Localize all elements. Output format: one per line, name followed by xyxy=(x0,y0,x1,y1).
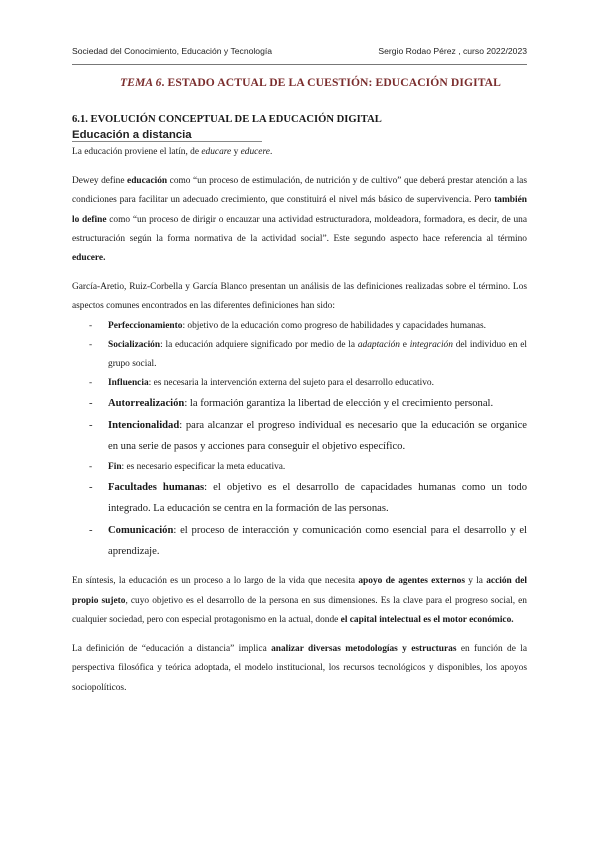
bold-text: apoyo de agentes externos xyxy=(358,576,465,587)
title-tema: TEMA 6 xyxy=(120,76,162,89)
paragraph-etymology xyxy=(72,143,527,162)
spacer xyxy=(72,630,527,640)
page-title xyxy=(72,76,527,89)
document-body xyxy=(72,76,527,698)
spacer xyxy=(72,162,527,172)
spacer xyxy=(72,562,527,572)
text: La educación proviene el latín, de xyxy=(72,147,202,157)
bold-text: educere. xyxy=(72,253,106,264)
subsection-wrapper xyxy=(72,125,527,143)
paragraph-synthesis: En síntesis, la educación es un proceso a lo largo de la vida que necesita apoyo de agentes externos y la acción del propio sujeto, cuyo objetivo es el desarrollo de la persona en sus dimensiones. Es la clave para el progreso social, en cualquier sociedad, pero con especial protagonismo en la actual, donde el capital intelectual es el motor económico. xyxy=(72,576,527,625)
list-item: - Perfeccionamiento: objetivo de la educación como progreso de habilidades y capacidades humanas. xyxy=(89,320,486,331)
list-item: - Influencia: es necesaria la intervención externa del sujeto para el desarrollo educativo. xyxy=(89,378,434,389)
subsection-title: Educación a distancia xyxy=(72,129,262,142)
header-author: Sergio Rodao Pérez , curso 2022/2023 xyxy=(378,46,527,56)
list-term: Perfeccionamiento xyxy=(108,320,183,331)
list-item: - Socialización: la educación adquiere significado por medio de la adaptación e integración del individuo en el grupo social. xyxy=(89,339,527,370)
list-term: Influencia xyxy=(108,378,149,389)
list-term: Socialización xyxy=(108,339,161,350)
term-educare: educare xyxy=(201,147,232,157)
bold-text: el capital intelectual es el motor económico. xyxy=(340,614,514,625)
list-term: Autorrealización xyxy=(108,398,185,410)
title-main: . ESTADO ACTUAL DE LA CUESTIÓN: EDUCACIÓN DIGITAL xyxy=(161,76,501,89)
list-term: Fin xyxy=(108,461,122,472)
bold-text: también lo define xyxy=(72,195,527,225)
text: como “un proceso de dirigir o encauzar una actividad estructuradora, moldeadora, formadora, es decir, de una estructuración según la forma normativa de la actividad social”. Este segundo aspecto hace referencia al término xyxy=(72,214,527,244)
page-header xyxy=(72,40,527,65)
header-course: Sociedad del Conocimiento, Educación y Tecnología xyxy=(72,46,273,56)
list-item: - Facultades humanas: el objetivo es el desarrollo de capacidades humanas como un todo integrado. La educación se centra en la formación de las personas. xyxy=(89,481,527,515)
list-item: - Autorrealización: la formación garantiza la libertad de elección y el crecimiento personal. xyxy=(89,398,494,410)
bold-text: acción del propio sujeto xyxy=(72,576,527,606)
list-item: - Intencionalidad: para alcanzar el progreso individual es necesario que la educación se organice en una serie de pasos y acciones para conseguir el objetivo específico. xyxy=(89,419,527,453)
text: . xyxy=(269,147,273,157)
list-term: Intencionalidad xyxy=(108,419,180,431)
text: Dewey define xyxy=(72,176,128,187)
spacer xyxy=(72,268,527,278)
paragraph-distance-education: La definición de “educación a distancia” implica analizar diversas metodologías y estructuras en función de la perspectiva filosófica y teórica adoptada, el modelo institucional, los recursos tecnológicos y disponibles, los apoyos sociopolíticos. xyxy=(72,644,527,693)
list-item: - Fin: es necesario especificar la meta educativa. xyxy=(89,461,286,472)
term-educere: educere xyxy=(240,147,270,157)
definitions-list xyxy=(72,317,527,563)
list-term: Comunicación xyxy=(108,524,174,536)
text: y xyxy=(231,147,241,157)
list-term: Facultades humanas xyxy=(108,481,205,493)
bold-text: analizar diversas metodologías y estructuras xyxy=(271,644,457,655)
bold-text: educación xyxy=(127,176,168,187)
list-item: - Comunicación: el proceso de interacción y comunicación como esencial para el desarrollo y el aprendizaje. xyxy=(89,524,527,558)
paragraph-intro-list: García-Aretio, Ruiz-Corbella y García Blanco presentan un análisis de las definiciones realizadas sobre el término. Los aspectos comunes encontrados en las diferentes definiciones han sido: xyxy=(72,282,527,312)
text: como “un proceso de estimulación, de nutrición y de cultivo” que deberá prestar atención a las condiciones para facilitar un adecuado crecimiento, que constituirá el nivel más básico de supervivencia. Pero xyxy=(72,176,527,206)
section-title: 6.1. EVOLUCIÓN CONCEPTUAL DE LA EDUCACIÓN DIGITAL xyxy=(72,114,382,125)
paragraph-dewey xyxy=(72,172,527,268)
